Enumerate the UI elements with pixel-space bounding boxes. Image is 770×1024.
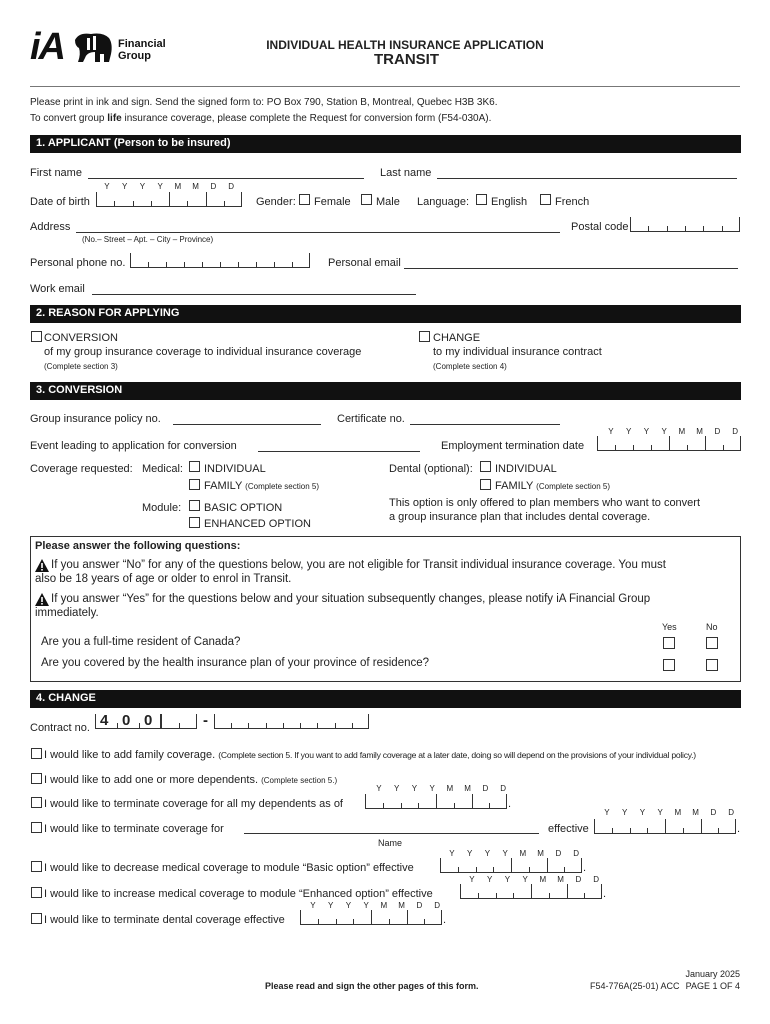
terminate-dental-label: I would like to terminate dental coverage effective [44,914,285,926]
date-header-letter: Y [504,875,511,884]
terminate-for-name-field[interactable] [244,833,539,834]
date-header-letter: Y [310,901,316,910]
contract-dash: - [203,712,208,729]
terminate-for-date-header [598,808,740,817]
date-header-letter: Y [104,182,110,191]
medical-family-checkbox[interactable] [189,479,200,490]
date-header-letter: M [519,849,527,858]
termination-date-label: Employment termination date [441,440,585,452]
date-header-letter: M [192,182,199,191]
date-header-letter: D [714,427,721,436]
date-header-letter: D [416,901,423,910]
date-header-letter: Y [469,875,475,884]
increase-date-header [463,875,605,884]
date-header-letter: Y [466,849,473,858]
language-label: Language: [417,196,469,208]
add-dependents-label: I would like to add one or more dependents. (Complete section 5.) [44,774,338,786]
name-caption: Name [378,838,403,848]
date-header-letter: D [482,784,489,793]
section-3-header: 3. CONVERSION [30,382,741,400]
section-2-header: 2. REASON FOR APPLYING [30,305,741,323]
warning-2-line-2: immediately. [35,607,99,619]
female-checkbox[interactable] [299,194,310,205]
date-header-letter: D [434,901,441,910]
date-header-letter: D [593,875,600,884]
q1-no-checkbox[interactable] [706,637,718,649]
date-header-letter: Y [345,901,352,910]
medical-family-label: FAMILY (Complete section 5) [204,480,319,492]
section-4-header: 4. CHANGE [30,690,741,708]
date-header-letter: M [398,901,405,910]
date-header-letter: Y [625,427,632,436]
medical-label: Medical: [142,463,183,475]
decrease-date-header [443,849,585,858]
add-family-checkbox[interactable] [31,748,42,759]
terminate-for-date-field[interactable] [594,820,736,834]
decrease-date-field[interactable] [440,859,582,873]
address-field[interactable] [76,232,560,233]
dob-label: Date of birth [30,196,90,208]
address-hint: (No.– Street – Apt. – City – Province) [82,235,214,244]
module-label: Module: [142,502,182,514]
dental-note-line-2: a group insurance plan that includes dental coverage. [389,511,651,523]
dental-individual-checkbox[interactable] [480,461,491,472]
medical-individual-label: INDIVIDUAL [204,463,266,475]
terminate-dental-date-field[interactable] [300,911,442,925]
french-label: French [555,196,590,208]
add-family-label: I would like to add family coverage. (Complete section 5. If you want to add family coverage at a later date, doing so will depend on the provisions of your individual policy.) [44,749,696,761]
warning-1-line-2: also be 18 years of age or older to enrol in Transit. [35,573,292,585]
increase-checkbox[interactable] [31,887,42,898]
dental-individual-label: INDIVIDUAL [495,463,557,475]
certificate-no-field[interactable] [410,424,560,425]
conversion-checkbox[interactable] [31,331,42,342]
basic-option-checkbox[interactable] [189,500,200,511]
dental-note-line-1: This option is only offered to plan members who want to convert [389,497,701,509]
date-header-letter: D [575,875,582,884]
date-header-letter: Y [376,784,382,793]
q2-no-checkbox[interactable] [706,659,718,671]
dental-label: Dental (optional): [389,463,473,475]
decrease-label: I would like to decrease medical coverage to module “Basic option” effective [44,862,414,874]
questions-heading: Please answer the following questions: [35,540,241,552]
date-header-letter: Y [621,808,628,817]
enhanced-option-checkbox[interactable] [189,517,200,528]
date-header-letter: Y [608,427,614,436]
date-header-letter: Y [139,182,146,191]
date-header-letter: M [537,849,544,858]
date-header-letter: Y [657,808,663,817]
period: . [737,823,741,835]
contract-no-middle-field[interactable] [161,715,197,729]
warning-icon [35,559,49,572]
intro-line-2: To convert group life insurance coverage, please complete the Request for conversion form (F54-030A). [30,113,492,124]
date-header-letter: Y [411,784,418,793]
logo-text: Financial Group [118,38,166,62]
warning-icon [35,593,49,606]
footer-date: January 2025 [685,969,740,979]
date-header-letter: M [464,784,471,793]
date-header-letter: D [555,849,562,858]
period: . [603,888,607,900]
add-dependents-checkbox[interactable] [31,773,42,784]
conversion-description: of my group insurance coverage to individual insurance coverage [44,346,362,358]
date-header-letter: M [539,875,547,884]
terminate-all-checkbox[interactable] [31,797,42,808]
basic-option-label: BASIC OPTION [204,502,283,514]
dental-family-label: FAMILY (Complete section 5) [495,480,610,492]
section-1-header: 1. APPLICANT (Person to be insured) [30,135,741,153]
date-header-letter: Y [121,182,128,191]
date-header-letter: Y [484,849,491,858]
date-header-letter: D [210,182,217,191]
change-label: CHANGE [433,332,481,344]
intro-line-1: Please print in ink and sign. Send the signed form to: PO Box 790, Station B, Montreal, Quebec H3B 3K6. [30,97,498,108]
event-field[interactable] [258,451,420,452]
personal-email-label: Personal email [328,257,401,269]
english-checkbox[interactable] [476,194,487,205]
event-label: Event leading to application for conversion [30,440,237,452]
date-header-letter: D [732,427,739,436]
form-subtitle: TRANSIT [374,51,439,68]
dental-family-checkbox[interactable] [480,479,491,490]
change-description: to my individual insurance contract [433,346,602,358]
date-header-letter: M [446,784,454,793]
warning-2-line-1: If you answer “Yes” for the questions below and your situation subsequently changes, please notify iA Financial Group [51,593,651,605]
policy-no-label: Group insurance policy no. [30,413,161,425]
date-header-letter: M [696,427,703,436]
first-name-field[interactable] [88,178,364,179]
yes-column-header: Yes [662,622,677,632]
termination-date-field[interactable] [597,437,741,451]
terminate-all-date-field[interactable] [365,795,507,809]
question-2: Are you covered by the health insurance plan of your province of residence? [41,657,430,669]
increase-label: I would like to increase medical coverage to module “Enhanced option” effective [44,888,433,900]
dob-date-header [98,182,240,191]
dob-field[interactable] [96,193,242,207]
terminate-all-date-header [370,784,512,793]
period: . [583,862,587,874]
termination-date-header [602,427,744,436]
medical-individual-checkbox[interactable] [189,461,200,472]
date-header-letter: D [710,808,717,817]
form-title: INDIVIDUAL HEALTH INSURANCE APPLICATION [266,38,544,52]
date-header-letter: M [674,808,682,817]
last-name-field[interactable] [437,178,737,179]
date-header-letter: Y [157,182,163,191]
no-column-header: No [706,622,718,632]
date-header-letter: Y [429,784,435,793]
conversion-label: CONVERSION [44,332,118,344]
warning-1-line-1: If you answer “No” for any of the questions below, you are not eligible for Transit individual insurance coverage. You must [51,559,666,571]
male-label: Male [376,196,400,208]
footer-read-sign: Please read and sign the other pages of this form. [265,981,479,991]
footer-page-number: PAGE 1 OF 4 [685,981,740,991]
decrease-checkbox[interactable] [31,861,42,872]
effective-label: effective [548,823,589,835]
date-header-letter: D [228,182,235,191]
work-email-field[interactable] [92,294,416,295]
postal-code-field[interactable] [630,218,740,232]
date-header-letter: M [692,808,699,817]
date-header-letter: D [573,849,580,858]
contract-digit: 0 [144,712,153,729]
conversion-note: (Complete section 3) [44,362,118,371]
certificate-no-label: Certificate no. [337,413,405,425]
contract-no-prefix-field[interactable] [95,712,161,729]
date-header-letter: Y [363,901,369,910]
change-note: (Complete section 4) [433,362,507,371]
terminate-for-checkbox[interactable] [31,822,42,833]
date-header-letter: Y [486,875,493,884]
policy-no-field[interactable] [173,424,321,425]
date-header-letter: Y [327,901,334,910]
date-header-letter: Y [604,808,610,817]
date-header-letter: Y [522,875,528,884]
date-header-letter: Y [502,849,508,858]
phone-field[interactable] [130,254,310,268]
enhanced-option-label: ENHANCED OPTION [204,518,311,530]
personal-email-field[interactable] [404,268,738,269]
date-header-letter: Y [449,849,455,858]
terminate-dental-date-header [304,901,446,910]
logo-letters: iA [30,26,64,68]
q2-yes-checkbox[interactable] [663,659,675,671]
gender-label: Gender: [256,196,296,208]
date-header-letter: M [380,901,388,910]
contract-digit: 0 [122,712,131,729]
date-header-letter: D [728,808,735,817]
french-checkbox[interactable] [540,194,551,205]
work-email-label: Work email [30,283,85,295]
date-header-letter: M [678,427,686,436]
increase-date-field[interactable] [460,885,602,899]
postal-code-label: Postal code [571,221,629,233]
date-header-letter: M [557,875,564,884]
contract-digit: 4 [100,712,109,729]
footer-form-number: F54-776A(25-01) ACC [590,981,680,991]
terminate-for-label: I would like to terminate coverage for [44,823,224,835]
period: . [508,798,512,810]
header-divider [30,86,740,87]
address-label: Address [30,221,71,233]
contract-no-label: Contract no. [30,722,90,734]
date-header-letter: M [174,182,182,191]
terminate-dental-checkbox[interactable] [31,913,42,924]
male-checkbox[interactable] [361,194,372,205]
date-header-letter: Y [661,427,667,436]
date-header-letter: Y [643,427,650,436]
terminate-all-label: I would like to terminate coverage for all my dependents as of [44,798,343,810]
change-checkbox[interactable] [419,331,430,342]
question-1: Are you a full-time resident of Canada? [41,636,241,648]
date-header-letter: Y [639,808,646,817]
coverage-requested-label: Coverage requested: [30,463,133,475]
first-name-label: First name [30,167,82,179]
date-header-letter: Y [393,784,400,793]
date-header-letter: D [500,784,507,793]
q1-yes-checkbox[interactable] [663,637,675,649]
period: . [443,914,447,926]
female-label: Female [314,196,351,208]
last-name-label: Last name [380,167,432,179]
phone-label: Personal phone no. [30,257,126,269]
contract-no-suffix-field[interactable] [214,715,369,729]
english-label: English [491,196,528,208]
